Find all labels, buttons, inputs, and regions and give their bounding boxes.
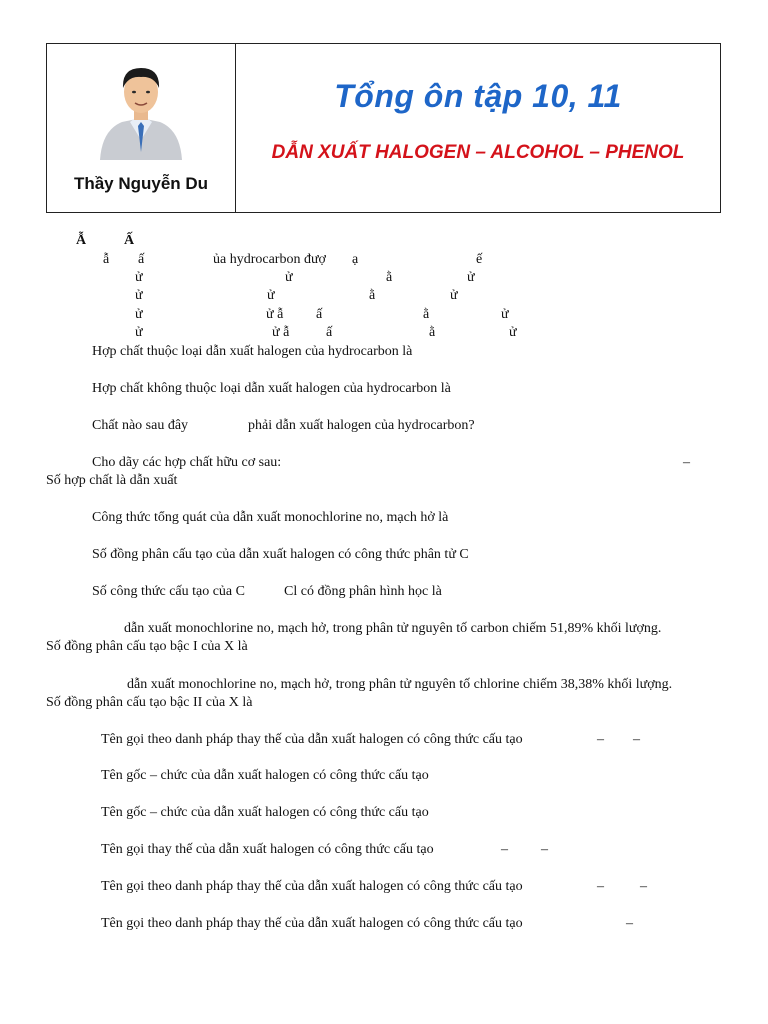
question-9-line-1: dẫn xuất monochlorine no, mạch hở, trong phân tử nguyên tố chlorine chiếm 38,38% khối lượng. [127, 677, 673, 692]
question-15-dash: – [626, 916, 633, 931]
text-fragment: ẫ [103, 252, 110, 267]
text-fragment: ấ [138, 252, 145, 267]
question-4-dash: – [683, 455, 690, 470]
question-2: Hợp chất không thuộc loại dẫn xuất halogen của hydrocarbon là [92, 381, 451, 396]
text-fragment: ằ [369, 288, 376, 303]
text-fragment: ử ẫ [266, 307, 284, 322]
question-13: Tên gọi thay thế của dẫn xuất halogen có công thức cấu tạo [101, 842, 434, 857]
text-fragment: ử [501, 307, 509, 322]
text-fragment: ử [450, 288, 458, 303]
document-subtitle: DẪN XUẤT HALOGEN – ALCOHOL – PHENOL [271, 142, 685, 163]
question-15: Tên gọi theo danh pháp thay thế của dẫn xuất halogen có công thức cấu tạo [101, 916, 523, 931]
text-fragment: ằ [429, 325, 436, 340]
question-6: Số đồng phân cấu tạo của dẫn xuất halogen có công thức phân tử C [92, 547, 469, 562]
question-14-dash: – [597, 879, 604, 894]
text-fragment: ử [509, 325, 517, 340]
header-box [46, 43, 721, 213]
question-4-part-1: Cho dãy các hợp chất hữu cơ sau: [92, 455, 282, 470]
question-10-dash: – [597, 732, 604, 747]
text-fragment: ấ [326, 325, 333, 340]
teacher-name: Thầy Nguyễn Du [73, 174, 209, 193]
heading-fragment: Ẫ [76, 233, 87, 248]
question-12: Tên gốc – chức của dẫn xuất halogen có công thức cấu tạo [101, 805, 429, 820]
heading-fragment: Ấ [124, 233, 135, 248]
text-fragment: ằ [423, 307, 430, 322]
question-13-dash: – [541, 842, 548, 857]
teacher-photo [92, 60, 190, 160]
question-1: Hợp chất thuộc loại dẫn xuất halogen của hydrocarbon là [92, 344, 413, 359]
header-teacher-panel [47, 44, 236, 212]
question-8-line-1: dẫn xuất monochlorine no, mạch hở, trong phân tử nguyên tố carbon chiếm 51,89% khối lượng. [124, 621, 662, 636]
question-9-line-2: Số đồng phân cấu tạo bậc II của X là [46, 695, 253, 710]
text-fragment: ạ [352, 252, 359, 267]
text-fragment: ử [467, 270, 475, 285]
text-fragment: ử [285, 270, 293, 285]
question-3-part-1: Chất nào sau đây [92, 418, 189, 433]
question-11: Tên gốc – chức của dẫn xuất halogen có công thức cấu tạo [101, 768, 429, 783]
text-fragment: ế [476, 252, 483, 267]
text-fragment: ấ [316, 307, 323, 322]
text-fragment: ử [135, 325, 143, 340]
text-fragment: ử [135, 307, 143, 322]
text-fragment: ủa hydrocarbon đượ [213, 252, 326, 267]
question-10: Tên gọi theo danh pháp thay thế của dẫn xuất halogen có công thức cấu tạo [101, 732, 523, 747]
question-14: Tên gọi theo danh pháp thay thế của dẫn xuất halogen có công thức cấu tạo [101, 879, 523, 894]
text-fragment: ằ [386, 270, 393, 285]
text-fragment: ử ẫ [272, 325, 290, 340]
text-fragment: ử [135, 288, 143, 303]
question-5: Công thức tổng quát của dẫn xuất monochlorine no, mạch hở là [92, 510, 449, 525]
question-14-dash: – [640, 879, 647, 894]
question-10-dash: – [633, 732, 640, 747]
question-7-part-1: Số công thức cấu tạo của C [92, 584, 245, 599]
document-title: Tổng ôn tập 10, 11 [334, 78, 622, 114]
question-4-part-2: Số hợp chất là dẫn xuất [46, 473, 178, 488]
question-3-part-2: phải dẫn xuất halogen của hydrocarbon? [248, 418, 475, 433]
question-8-line-2: Số đồng phân cấu tạo bậc I của X là [46, 639, 248, 654]
text-fragment: ử [267, 288, 275, 303]
question-13-dash: – [501, 842, 508, 857]
text-fragment: ử [135, 270, 143, 285]
question-7-part-2: Cl có đồng phân hình học là [284, 584, 442, 599]
